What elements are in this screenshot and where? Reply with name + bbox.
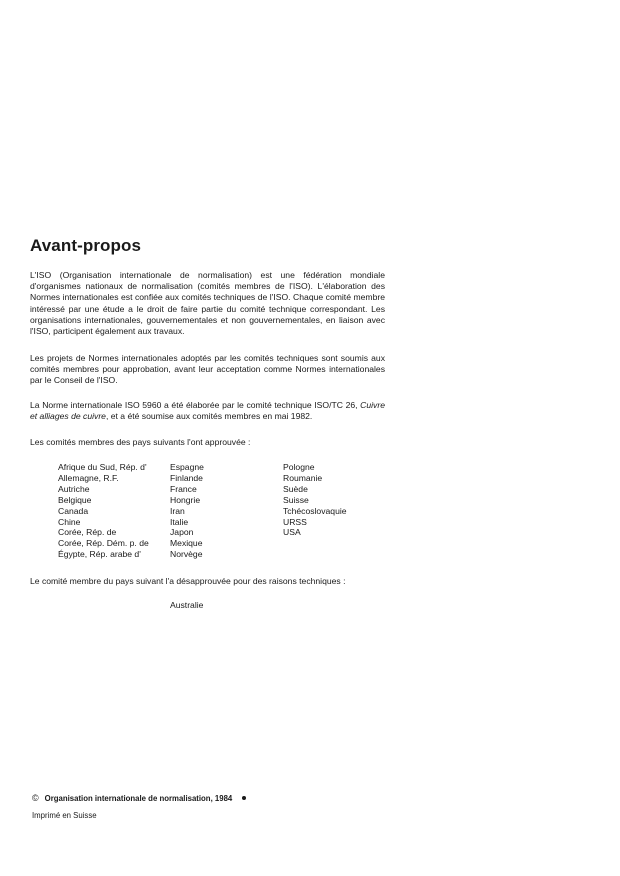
country-item: Tchécoslovaquie: [283, 505, 347, 516]
foreword-paragraph-3: [30, 400, 385, 422]
country-item: Japon: [170, 527, 194, 538]
country-item: Suisse: [283, 494, 309, 505]
country-item: Finlande: [170, 472, 203, 483]
foreword-paragraph-1: L'ISO (Organisation internationale de normalisation) est une fédération mondiale d'organismes nationaux de normalisation (comités membres de l'ISO). L'élaboration des Normes internationales est confiée aux comités techniques de l'ISO. Chaque comité membre intéressé par une étude a le droit de faire partie du comité technique correspondant. Les organisations internationales, gouvernementales et non gouvernementales, en liaison avec l'ISO, participent également aux travaux.: [30, 270, 385, 337]
disapproved-country: Australie: [170, 600, 204, 610]
copyright-icon: ©: [32, 793, 39, 803]
country-item: Mexique: [170, 538, 203, 549]
approved-countries-column-2: [170, 462, 204, 560]
country-item: Autriche: [58, 483, 90, 494]
approved-countries-column-3: [283, 462, 347, 538]
country-item: Canada: [58, 505, 89, 516]
country-item: USA: [283, 527, 301, 538]
country-item: Espagne: [170, 462, 204, 472]
country-item: Corée, Rép. Dém. p. de: [58, 538, 149, 549]
country-item: Égypte, Rép. arabe d': [58, 549, 141, 560]
committee-title: Cuivre et alliages de cuivre: [30, 400, 385, 422]
approved-countries-column-1: [58, 462, 149, 560]
disapproval-intro: Le comité membre du pays suivant l'a désapprouvée pour des raisons techniques :: [30, 576, 346, 586]
paragraph-3-text-start: La Norme internationale ISO 5960 a été élaborée par le comité technique ISO/TC 26,: [30, 400, 361, 410]
country-item: Belgique: [58, 494, 92, 505]
page-title: Avant-propos: [30, 236, 142, 255]
country-item: Chine: [58, 516, 81, 527]
country-item: Pologne: [283, 462, 315, 472]
country-item: Afrique du Sud, Rép. d': [58, 462, 147, 472]
country-item: Iran: [170, 505, 185, 516]
country-item: Norvège: [170, 549, 203, 560]
country-item: France: [170, 483, 197, 494]
country-item: URSS: [283, 516, 307, 527]
country-item: Italie: [170, 516, 189, 527]
bullet-icon: [242, 796, 246, 800]
country-item: Hongrie: [170, 494, 201, 505]
copyright-organisation: Organisation internationale de normalisation, 1984: [44, 793, 233, 803]
country-item: Suède: [283, 483, 308, 494]
country-item: Allemagne, R.F.: [58, 472, 119, 483]
printed-in: Imprimé en Suisse: [32, 811, 97, 820]
paragraph-3-text-end: , et a été soumise aux comités membres en mai 1982.: [105, 411, 313, 422]
country-item: Roumanie: [283, 472, 323, 483]
approval-intro: Les comités membres des pays suivants l'ont approuvée :: [30, 437, 251, 447]
country-item: Corée, Rép. de: [58, 527, 117, 538]
foreword-paragraph-2: Les projets de Normes internationales adoptés par les comités techniques sont soumis aux comités membres pour approbation, avant leur acceptation comme Normes internationales par le Conseil de l'ISO.: [30, 353, 385, 386]
copyright-line: [32, 793, 246, 803]
